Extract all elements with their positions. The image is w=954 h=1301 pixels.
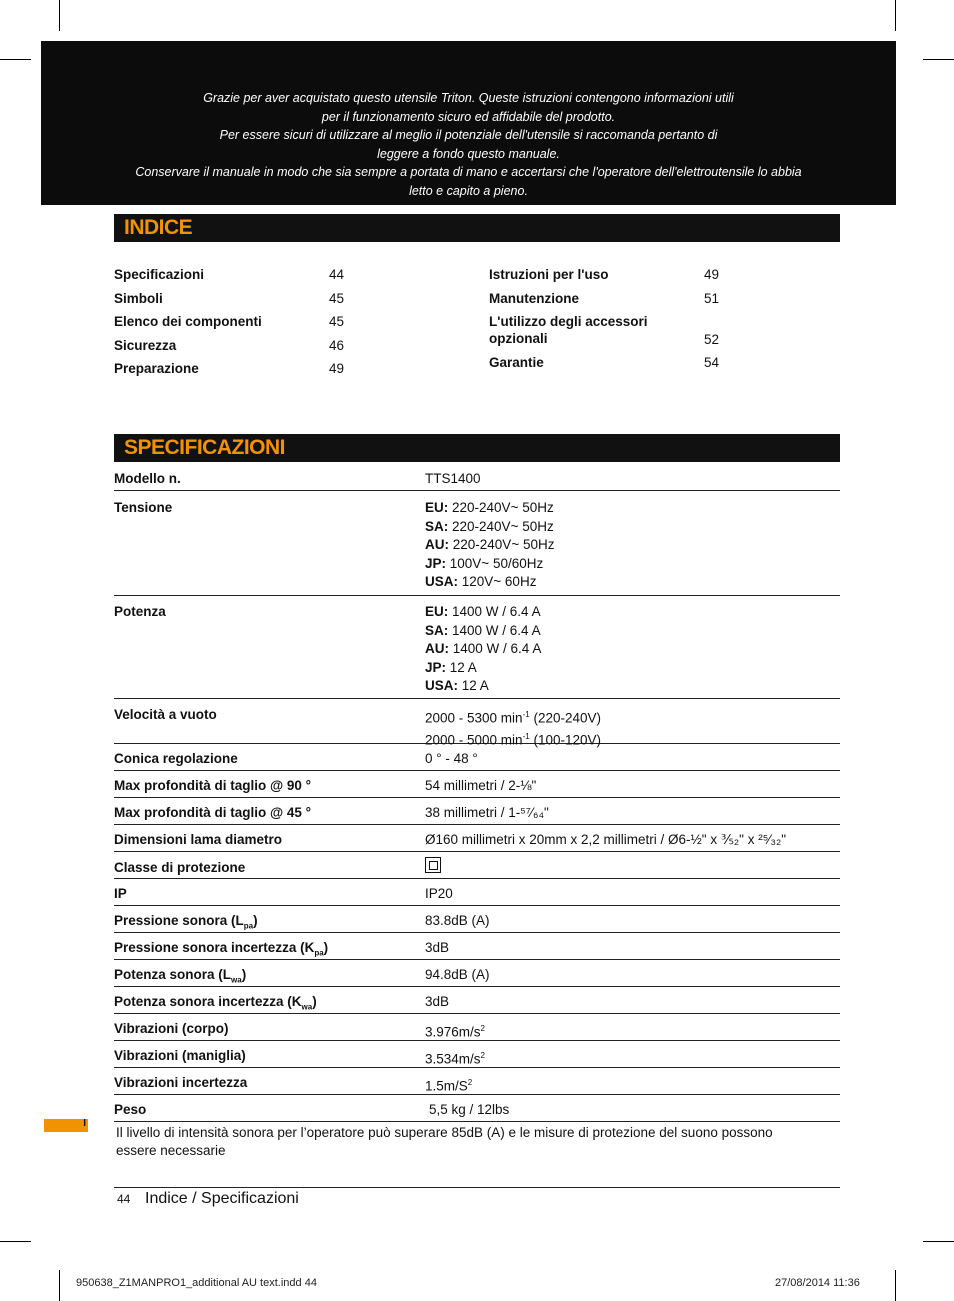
intro-line: Per essere sicuri di utilizzare al meglio il potenziale dell'utensile si raccomanda pertanto di: [219, 128, 718, 142]
index-label: Istruzioni per l'uso: [489, 267, 609, 282]
page-number: 44: [117, 1192, 131, 1206]
spec-label: Vibrazioni incertezza: [114, 1075, 248, 1090]
spec-row-ip: [114, 879, 840, 906]
index-row: [114, 337, 354, 361]
index-row: [489, 313, 729, 354]
spec-value: TTS1400: [425, 471, 481, 486]
intro-line: Grazie per aver acquistato questo utensile Triton. Queste istruzioni contengono informazioni utili: [203, 91, 734, 105]
spec-label: Vibrazioni (maniglia): [114, 1048, 246, 1063]
noise-note: Il livello di intensità sonora per l’operatore può superare 85dB (A) e le misure di protezione del suono possono essere necessarie: [116, 1125, 773, 1158]
index-label-line: L'utilizzo degli accessori: [489, 314, 648, 329]
index-row: [489, 290, 729, 314]
spec-label: Potenza: [114, 604, 166, 619]
spec-row-bevel: [114, 744, 840, 771]
spec-label: Classe di protezione: [114, 860, 246, 875]
spec-label: Modello n.: [114, 471, 181, 486]
footer-rule: [114, 1187, 840, 1188]
crop-mark: [895, 0, 896, 31]
crop-mark: [59, 0, 60, 31]
spec-row-blade: [114, 825, 840, 852]
spec-row-kpa: [114, 933, 840, 960]
spec-row-power: [114, 596, 840, 699]
intro-text: [101, 89, 836, 200]
index-row: [114, 290, 354, 314]
spec-label: Max profondità di taglio @ 90 °: [114, 778, 312, 793]
specs-table: [114, 470, 840, 1122]
slug-date: 27/08/2014 11:36: [775, 1277, 860, 1289]
index-title: INDICE: [124, 216, 193, 239]
spec-value-line: USA: 12 A: [425, 678, 489, 693]
spec-label: Conica regolazione: [114, 751, 238, 766]
index-page: 49: [329, 361, 345, 376]
spec-label: Vibrazioni (corpo): [114, 1021, 229, 1036]
index-label: [489, 313, 648, 347]
spec-label: Pressione sonora $(L_{pa})$: [114, 913, 258, 931]
class-ii-icon: [425, 856, 441, 875]
spec-label: Tensione: [114, 500, 173, 515]
spec-value: $3.976m/s^2$: [425, 1024, 485, 1040]
spec-value: 3dB: [425, 940, 450, 955]
spec-value: 3dB: [425, 994, 450, 1009]
intro-line: per il funzionamento sicuro ed affidabile del prodotto.: [321, 109, 616, 124]
index-right-column: [489, 266, 729, 378]
specs-header: [114, 434, 840, 462]
spec-row-tension: [114, 491, 840, 596]
index-page: 44: [329, 267, 345, 282]
spec-value-line: AU: 220-240V~ 50Hz: [425, 537, 555, 552]
spec-value-line: EU: 220-240V~ 50Hz: [425, 500, 554, 515]
spec-value-list: [425, 603, 541, 696]
language-tab: [44, 1119, 88, 1132]
spec-value: $1.5m/S^2$: [425, 1078, 473, 1094]
spec-value: 83.8dB (A): [425, 913, 490, 928]
crop-mark: [895, 1270, 896, 1301]
index-label: Elenco dei componenti: [114, 314, 262, 329]
index-row: [114, 266, 354, 290]
index-page: 51: [704, 290, 720, 306]
spec-value-line: SA: 1400 W / 6.4 A: [425, 622, 541, 638]
spec-row-depth90: [114, 771, 840, 798]
spec-value: 38 millimetri / 1-⁵⁷⁄₆₄": [425, 805, 549, 820]
crop-mark: [923, 1241, 954, 1242]
index-row: [114, 360, 354, 384]
spec-row-vib-handle: [114, 1041, 840, 1068]
index-page: 52: [704, 332, 720, 347]
index-page: 54: [704, 355, 720, 370]
spec-row-depth45: [114, 798, 840, 825]
language-tab-label: I: [83, 1118, 86, 1129]
index-page: 45: [329, 290, 345, 306]
crop-mark: [923, 59, 954, 60]
intro-banner: [41, 41, 896, 205]
spec-value-line: 2000 - 5000 $\min^{-1} (100-120V)$: [425, 732, 602, 748]
index-label: Garantie: [489, 355, 544, 370]
spec-label: Pressione sonora incertezza $(K_{pa})$: [114, 940, 329, 958]
spec-label: IP: [114, 886, 127, 901]
index-header: [114, 214, 840, 242]
spec-label: Max profondità di taglio @ 45 °: [114, 805, 312, 820]
specs-title: SPECIFICAZIONI: [124, 436, 286, 459]
intro-line: leggere a fondo questo manuale.: [377, 146, 560, 161]
spec-value-line: AU: 1400 W / 6.4 A: [425, 641, 542, 656]
spec-value-line: USA: 120V~ 60Hz: [425, 574, 537, 589]
spec-value: 54 millimetri / 2-⅛": [425, 778, 537, 793]
index-page: 49: [704, 267, 720, 282]
intro-line: letto e capito a pieno.: [409, 183, 528, 198]
intro-line: Conservare il manuale in modo che sia sempre a portata di mano e accertarsi che l'operatore dell'elettroutensile lo abbia: [135, 165, 802, 179]
index-row: [114, 313, 354, 337]
spec-value: IP20: [425, 886, 453, 901]
spec-value-list: [425, 499, 554, 592]
spec-label: Potenza sonora $(L_{wa})$: [114, 967, 247, 985]
index-page: 46: [329, 337, 345, 353]
index-label: Preparazione: [114, 361, 199, 376]
spec-value-line: JP: 100V~ 50/60Hz: [425, 555, 544, 571]
spec-row-vib-uncertainty: [114, 1068, 840, 1095]
spec-label: Peso: [114, 1102, 147, 1117]
spec-row-model: [114, 470, 840, 491]
spec-value: 0 ° - 48 °: [425, 751, 478, 766]
spec-value-line: EU: 1400 W / 6.4 A: [425, 604, 541, 619]
index-label: Manutenzione: [489, 290, 579, 306]
index-row: [489, 354, 729, 378]
footer-title: Indice / Specificazioni: [145, 1190, 299, 1207]
index-label: Sicurezza: [114, 337, 177, 353]
spec-value: 94.8dB (A): [425, 967, 490, 982]
spec-value: Ø160 millimetri x 20mm x 2,2 millimetri / Ø6-½" x ⅗₂" x ²⁵⁄₃₂": [425, 832, 787, 847]
spec-label: Potenza sonora incertezza $(K_{wa})$: [114, 994, 317, 1012]
spec-row-lwa: [114, 960, 840, 987]
index-page: 45: [329, 314, 345, 329]
spec-value: $3.534m/s^2$: [425, 1051, 485, 1067]
slug-file: 950638_Z1MANPRO1_additional AU text.indd 44: [76, 1277, 317, 1289]
spec-label: Dimensioni lama diametro: [114, 832, 283, 847]
spec-value: 5,5 kg / 12lbs: [429, 1102, 510, 1117]
spec-value-line: SA: 220-240V~ 50Hz: [425, 518, 554, 534]
crop-mark: [0, 59, 31, 60]
spec-row-protection: [114, 852, 840, 879]
spec-label: Velocità a vuoto: [114, 707, 217, 722]
spec-row-kwa: [114, 987, 840, 1014]
spec-row-lpa: [114, 906, 840, 933]
index-label: Specificazioni: [114, 267, 205, 282]
spec-row-weight: [114, 1095, 840, 1122]
index-left-column: [114, 266, 354, 384]
crop-mark: [59, 1270, 60, 1301]
index-label: Simboli: [114, 290, 163, 306]
index-row: [489, 266, 729, 290]
spec-row-speed: [114, 699, 840, 748]
spec-value-line: JP: 12 A: [425, 659, 477, 675]
spec-value-line: 2000 - 5300 $\min^{-1} (220-240V)$: [425, 710, 602, 726]
spec-row-vib-body: [114, 1014, 840, 1041]
index-label-line: opzionali: [489, 331, 548, 346]
crop-mark: [0, 1241, 31, 1242]
